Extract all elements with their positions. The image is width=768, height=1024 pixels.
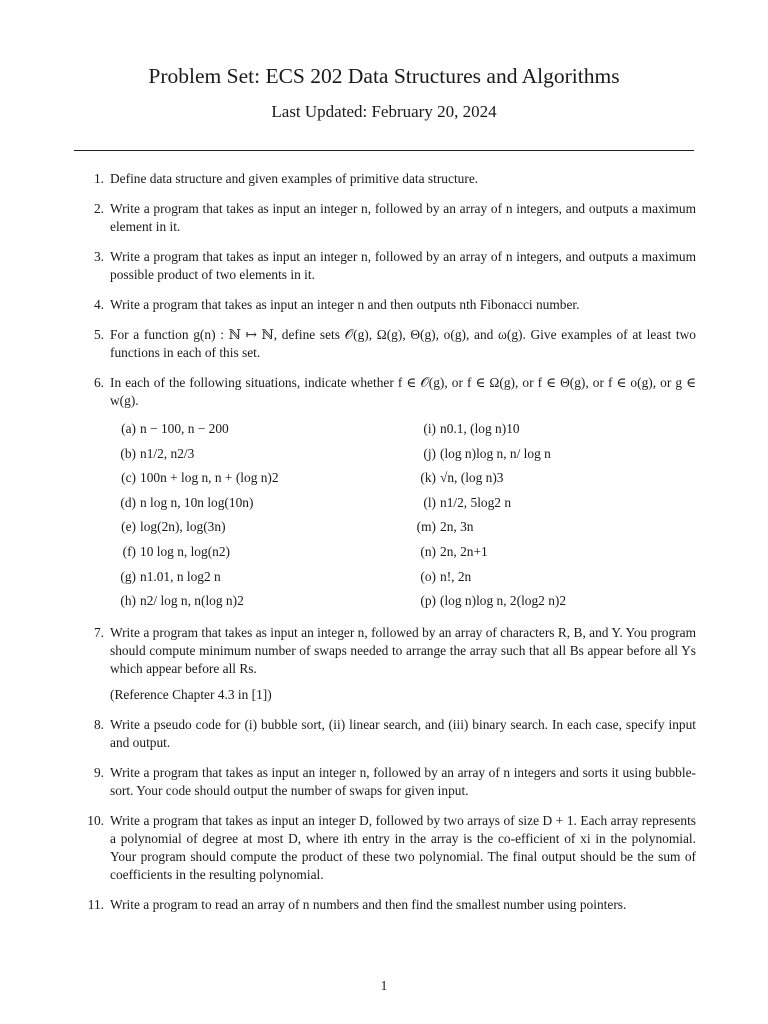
sub-label: (m)	[416, 519, 436, 535]
problem-4	[93, 296, 696, 314]
problem-number: 5.	[93, 327, 104, 342]
sub-label: (h)	[120, 593, 136, 609]
sub-label: (k)	[420, 470, 436, 486]
problem-number: 4.	[93, 297, 104, 312]
sub-text: n2/ log n, n(log n)2	[140, 593, 244, 609]
problem-text: Define data structure and given examples of primitive data structure.	[110, 171, 479, 186]
sub-label: (a)	[121, 421, 136, 436]
sub-text: 100n + log n, n + (log n)2	[140, 470, 279, 486]
sub-text: n1/2, n2/3	[140, 445, 195, 461]
problem-1	[93, 170, 696, 188]
sub-text: n0.1, (log n)10	[440, 421, 520, 436]
subproblem-p	[410, 592, 696, 610]
subproblem-c	[110, 469, 410, 487]
problem-number: 9.	[93, 765, 104, 781]
page-number: 1	[380, 978, 388, 993]
problem-6	[93, 374, 696, 610]
sub-text: √n, (log n)3	[440, 470, 504, 486]
subproblem-grid	[110, 420, 696, 610]
problem-2	[93, 200, 696, 236]
problem-text: Write a program to read an array of n numbers and then find the smallest number using pointers.	[110, 897, 627, 913]
problem-11	[87, 896, 696, 914]
problem-8	[93, 716, 696, 752]
problem-text: Write a program that takes as input an integer n and then outputs nth Fibonacci number.	[110, 297, 580, 312]
subproblem-b	[110, 445, 410, 463]
problem-list	[87, 170, 696, 926]
sub-label: (p)	[420, 593, 436, 609]
sub-text: n1/2, 5log2 n	[440, 494, 512, 510]
problem-text: Write a program that takes as input an integer D, followed by two arrays of size D + 1. Each array represents a polynomial of degree at most D, where ith entry in the array is the co-efficient of xi in the polynomial. Your program should compute the product of these two polynomial. The final output should be the sum of coefficients in the resulting polynomial.	[110, 813, 696, 883]
sub-label: (l)	[423, 494, 436, 510]
problem-text: In each of the following situations, indicate whether f ∈ 𝒪(g), or f ∈ Ω(g), or f ∈ Θ(g), or f ∈ o(g), or g ∈ w(g).	[110, 375, 696, 408]
problem-7	[93, 624, 696, 704]
problem-text: Write a program that takes as input an integer n, followed by an array of n integers, and outputs a maximum element in it.	[110, 201, 696, 234]
sub-text: n1.01, n log2 n	[140, 568, 221, 584]
sub-label: (j)	[423, 445, 436, 461]
sub-text: n − 100, n − 200	[140, 421, 229, 436]
problem-number: 2.	[93, 201, 104, 216]
sub-label: (g)	[120, 568, 136, 584]
problem-text: Write a pseudo code for (i) bubble sort, (ii) linear search, and (iii) binary search. In each case, specify input and output.	[110, 717, 696, 751]
subproblem-i	[410, 420, 696, 438]
problem-10	[87, 812, 696, 884]
subproblem-a	[110, 420, 410, 438]
sub-text: (log n)log n, n/ log n	[440, 445, 551, 461]
problem-text: Write a program that takes as input an integer n, followed by an array of n integers and sorts it using bubble-sort. Your code should output the number of swaps for given input.	[110, 765, 696, 799]
document-title: Problem Set: ECS 202 Data Structures and Algorithms	[148, 64, 620, 88]
problem-number: 6.	[93, 375, 104, 390]
sub-label: (d)	[120, 494, 136, 510]
sub-text: 10 log n, log(n2)	[140, 543, 231, 559]
problem-text: Write a program that takes as input an integer n, followed by an array of characters R, B, and Y. You program should compute minimum number of swaps needed to arrange the array such that all Bs appear before all Ys which appear before all Rs.	[110, 625, 696, 677]
problem-9	[93, 764, 696, 800]
sub-label: (f)	[122, 543, 136, 559]
problem-number: 1.	[93, 171, 104, 186]
subproblem-d	[110, 494, 410, 512]
problem-number: 8.	[93, 717, 104, 733]
sub-label: (i)	[423, 421, 436, 436]
problem-number: 7.	[93, 625, 104, 641]
subproblem-f	[110, 543, 410, 561]
subproblem-g	[110, 568, 410, 586]
problem-number: 10.	[87, 813, 104, 829]
subproblem-o	[410, 568, 696, 586]
subproblem-k	[410, 469, 696, 487]
problem-3	[93, 248, 696, 284]
problem-number: 3.	[93, 249, 104, 264]
sub-text: (log n)log n, 2(log2 n)2	[440, 593, 567, 609]
problem-number: 11.	[87, 897, 104, 913]
subproblem-j	[410, 445, 696, 463]
sub-label: (b)	[120, 445, 136, 461]
sub-text: n log n, 10n log(10n)	[140, 494, 254, 510]
title-rule	[74, 150, 694, 151]
sub-label: (n)	[420, 543, 436, 559]
sub-text: n!, 2n	[440, 568, 472, 584]
subproblem-l	[410, 494, 696, 512]
document-date: Last Updated: February 20, 2024	[271, 102, 497, 121]
sub-label: (c)	[121, 470, 136, 486]
problem-5	[93, 326, 696, 362]
subproblem-n	[410, 543, 696, 561]
subproblem-e	[110, 518, 410, 536]
sub-label: (e)	[121, 519, 136, 535]
reference-note: (Reference Chapter 4.3 in [1])	[110, 687, 272, 703]
sub-text: 2n, 2n+1	[440, 543, 488, 559]
problem-text: For a function g(n) : ℕ ↦ ℕ, define sets 𝒪(g), Ω(g), Θ(g), o(g), and ω(g). Give examples of at least two functions in each of this set.	[110, 327, 696, 360]
problem-text: Write a program that takes as input an integer n, followed by an array of n integers, and outputs a maximum possible product of two elements in it.	[110, 249, 696, 282]
sub-label: (o)	[420, 568, 436, 584]
sub-text: log(2n), log(3n)	[140, 519, 226, 535]
sub-text: 2n, 3n	[440, 519, 474, 535]
subproblem-h	[110, 592, 410, 610]
subproblem-m	[410, 518, 696, 536]
